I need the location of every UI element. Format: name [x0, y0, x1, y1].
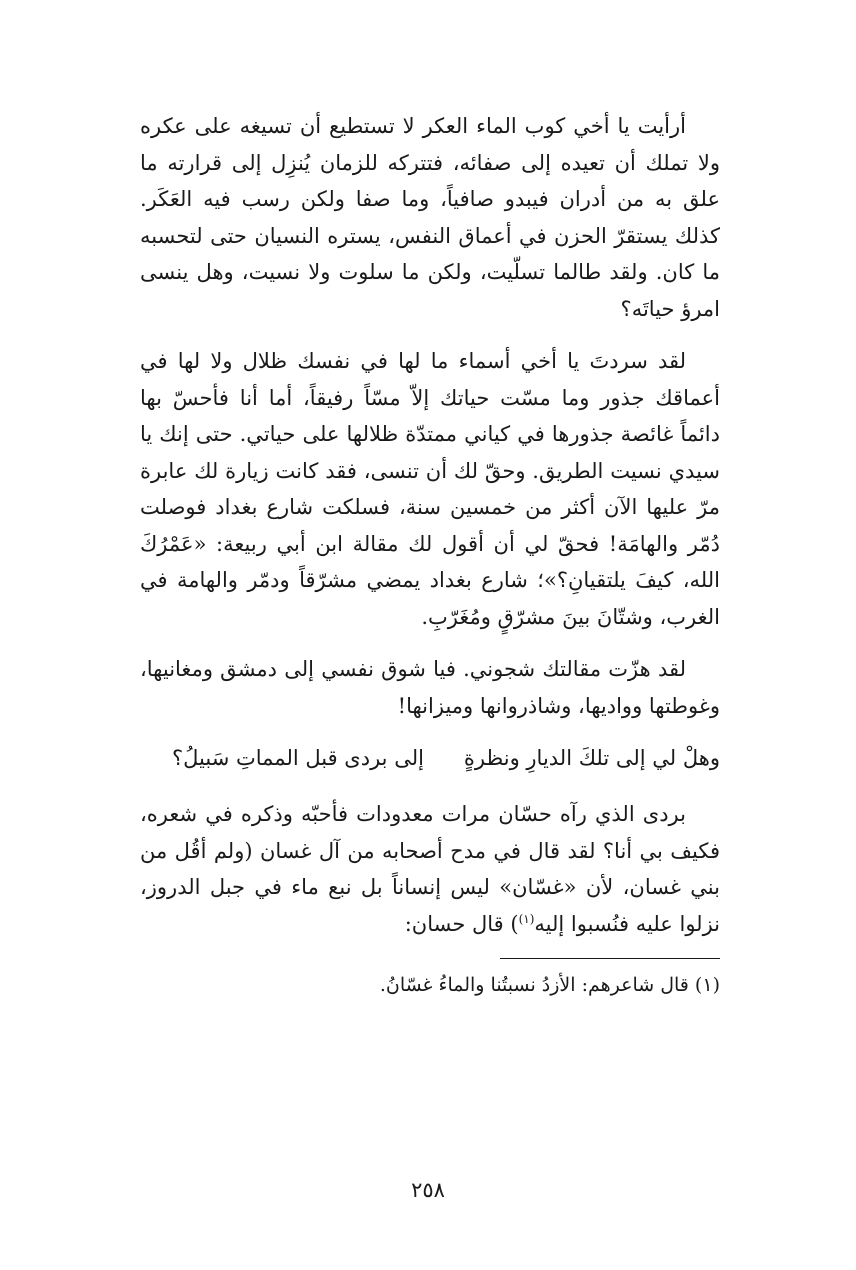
verse-second-hemistich: إلى بردى قبل المماتِ سَبيلُ؟ [172, 746, 424, 770]
paragraph-3: لقد هزّت مقالتك شجوني. فيا شوق نفسي إلى دمشق ومغانيها، وغوطتها وواديها، وشاذروانها وميزانها! [140, 657, 720, 718]
paragraph-4-text: بردى الذي رآه حسّان مرات معدودات فأحبّه وذكره في شعره، فكيف بي أنا؟ لقد قال في مدح أصحابه من آل غسان (ولم أقُل من بني غسان، لأن «غسّان» ليس إنساناً بل نبع ماء في جبل الدروز، نزلوا عليه فنُسبوا إليه [140, 802, 720, 936]
footnote-divider [500, 958, 720, 959]
page-number: ٢٥٨ [411, 1178, 445, 1202]
poetry-verse [172, 740, 720, 776]
page-body [140, 108, 720, 1001]
paragraph-4 [140, 796, 720, 942]
paragraph-2: لقد سردتَ يا أخي أسماء ما لها في نفسك ظلال ولا لها في أعماقك جذور وما مسّت حياتك إلاّ مسّاً رفيقاً، أما أنا فأحسّ بها دائماً غائصة جذورها في كياني ممتدّة ظلالها على حياتي. حتى إنك يا سيدي نسيت الطريق. وحقّ لك أن تنسى، فقد كانت زيارة لك عابرة مرّ عليها الآن أكثر من خمسين سنة، فسلكت شارع بغداد فوصلت دُمّر والهامَة! فحقّ لي أن أقول لك مقالة ابن أبي ربيعة: «عَمْرُكَ الله، كيفَ يلتقيانِ؟»؛ شارع بغداد يمضي مشرّقاً ودمّر والهامة في الغرب، وشتّانَ بينَ مشرّقٍ ومُغَرّبِ. [140, 349, 720, 629]
footnote-text: (١) قال شاعرهم: الأزدُ نسبتُنا والماءُ غسّانُ. [379, 974, 720, 996]
paragraph-1: أرأيت يا أخي كوب الماء العكر لا تستطيع أن تسيغه على عكره ولا تملك أن تعيده إلى صفائه، فتتركه للزمان يُنزِل إلى قرارته ما علق به من أدران فيبدو صافياً، وما صفا ولكن رسب فيه العَكَر. كذلك يستقرّ الحزن في أعماق النفس، يستره النسيان حتى لتحسبه ما كان. ولقد طالما تسلّيت، ولكن ما سلوت ولا نسيت، وهل ينسى امرؤ حياتَه؟ [140, 114, 720, 321]
verse-first-hemistich: وهلْ لي إلى تلكَ الديارِ ونظرةٍ [463, 746, 720, 770]
paragraph-4-tail: ) قال حسان: [404, 911, 519, 936]
footnote-marker: (١) [518, 911, 535, 926]
